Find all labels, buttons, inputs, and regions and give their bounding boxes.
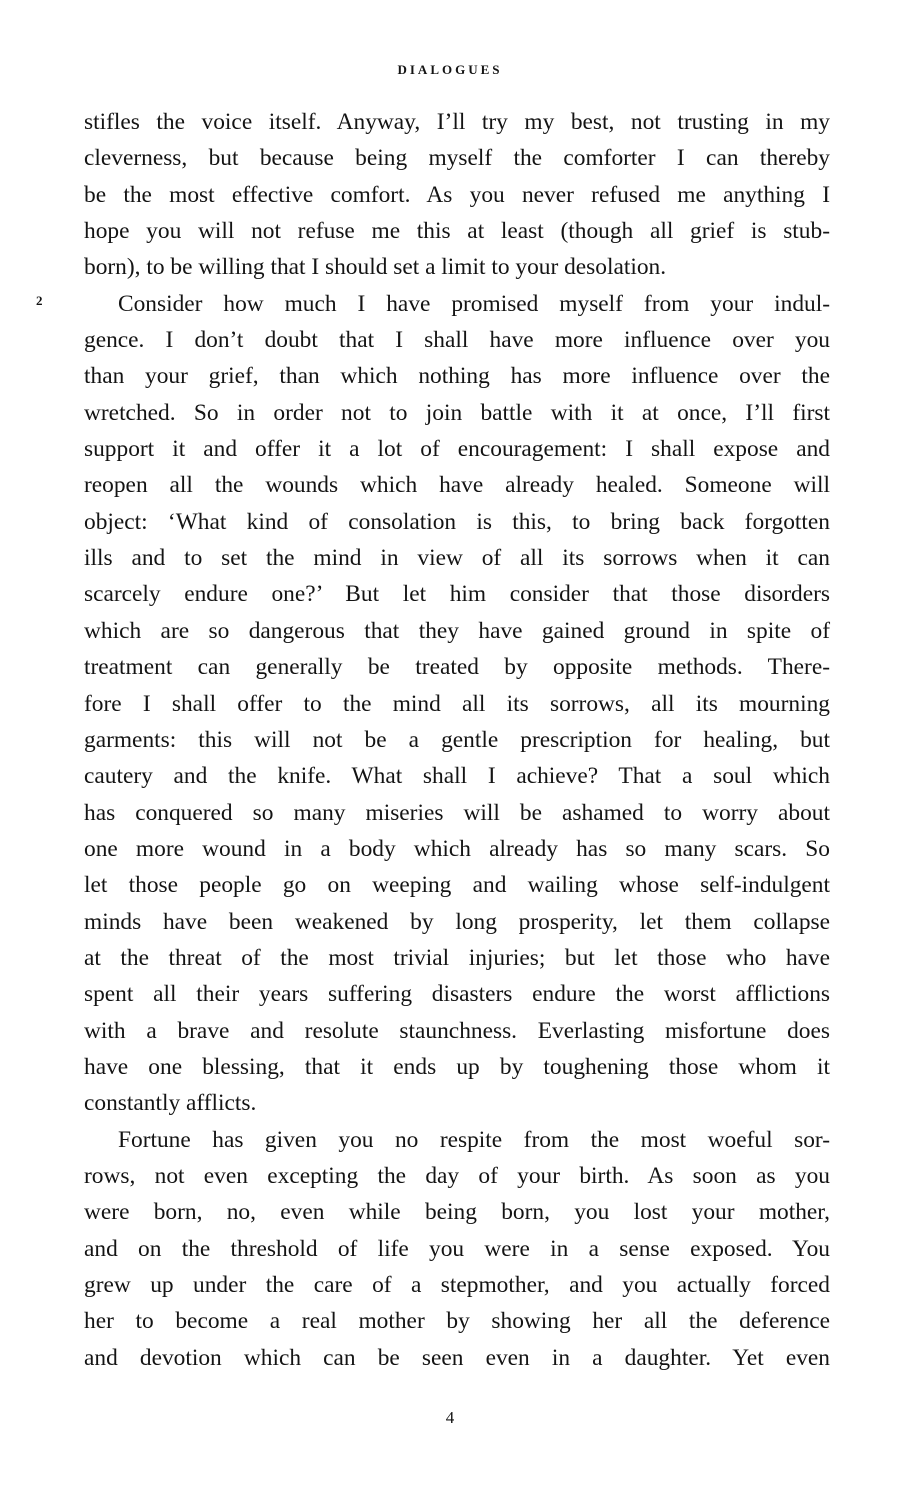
body-text: [84, 104, 830, 1376]
text-line: born), to be willing that I should set a limit to your desolation.: [84, 254, 667, 281]
text-line: be the most effective comfort. As you never refused me anything I: [84, 181, 830, 208]
text-line: have one blessing, that it ends up by toughening those whom it: [84, 1053, 830, 1080]
paragraph-2: [84, 286, 830, 1122]
text-line: at the threat of the most trivial injuries; but let those who have: [84, 944, 830, 971]
text-line: cleverness, but because being myself the comforter I can thereby: [84, 145, 830, 172]
text-line: reopen all the wounds which have already healed. Someone will: [84, 472, 830, 499]
text-line: one more wound in a body which already has so many scars. So: [84, 835, 830, 862]
text-line: wretched. So in order not to join battle with it at once, I’ll first: [84, 399, 830, 426]
running-head: DIALOGUES: [397, 62, 503, 77]
text-line: scarcely endure one?’ But let him consider that those disorders: [84, 581, 830, 608]
text-line: stifles the voice itself. Anyway, I’ll try my best, not trusting in my: [84, 109, 830, 135]
text-line: gence. I don’t doubt that I shall have more influence over you: [84, 327, 830, 354]
text-line: spent all their years suffering disasters endure the worst afflictions: [84, 981, 830, 1008]
text-line: ills and to set the mind in view of all its sorrows when it can: [84, 545, 830, 572]
text-line: garments: this will not be a gentle prescription for healing, but: [84, 726, 830, 753]
text-line: than your grief, than which nothing has more influence over the: [84, 363, 830, 390]
text-line: let those people go on weeping and wailing whose self-indulgent: [84, 872, 830, 899]
text-line: with a brave and resolute staunchness. Everlasting misfortune does: [84, 1017, 830, 1044]
text-line: object: ‘What kind of consolation is this, to bring back forgotten: [84, 508, 830, 535]
text-line: has conquered so many miseries will be ashamed to worry about: [84, 799, 830, 826]
text-line: Consider how much I have promised myself from your indul-: [118, 290, 830, 317]
text-line: and devotion which can be seen even in a daughter. Yet even: [84, 1344, 830, 1371]
text-line: and on the threshold of life you were in a sense exposed. You: [84, 1235, 830, 1262]
paragraph-3: [84, 1122, 830, 1376]
text-line: treatment can generally be treated by opposite methods. There-: [84, 654, 830, 681]
paragraph-1: [84, 104, 830, 286]
text-line: fore I shall offer to the mind all its sorrows, all its mourning: [84, 690, 830, 717]
text-line: support it and offer it a lot of encouragement: I shall expose and: [84, 436, 830, 463]
text-line: rows, not even excepting the day of your birth. As soon as you: [84, 1162, 830, 1189]
text-line: her to become a real mother by showing her all the deference: [84, 1308, 830, 1335]
text-line: Fortune has given you no respite from the most woeful sor-: [118, 1126, 830, 1153]
text-line: constantly afflicts.: [84, 1090, 257, 1117]
section-number: 2: [36, 293, 43, 308]
text-line: which are so dangerous that they have gained ground in spite of: [84, 617, 830, 644]
text-line: cautery and the knife. What shall I achieve? That a soul which: [84, 763, 830, 790]
text-line: were born, no, even while being born, you lost your mother,: [84, 1199, 830, 1226]
text-line: hope you will not refuse me this at least (though all grief is stub-: [84, 218, 830, 245]
page-number: 4: [445, 1408, 455, 1427]
text-line: minds have been weakened by long prosperity, let them collapse: [84, 908, 830, 935]
text-line: grew up under the care of a stepmother, and you actually forced: [84, 1272, 830, 1298]
